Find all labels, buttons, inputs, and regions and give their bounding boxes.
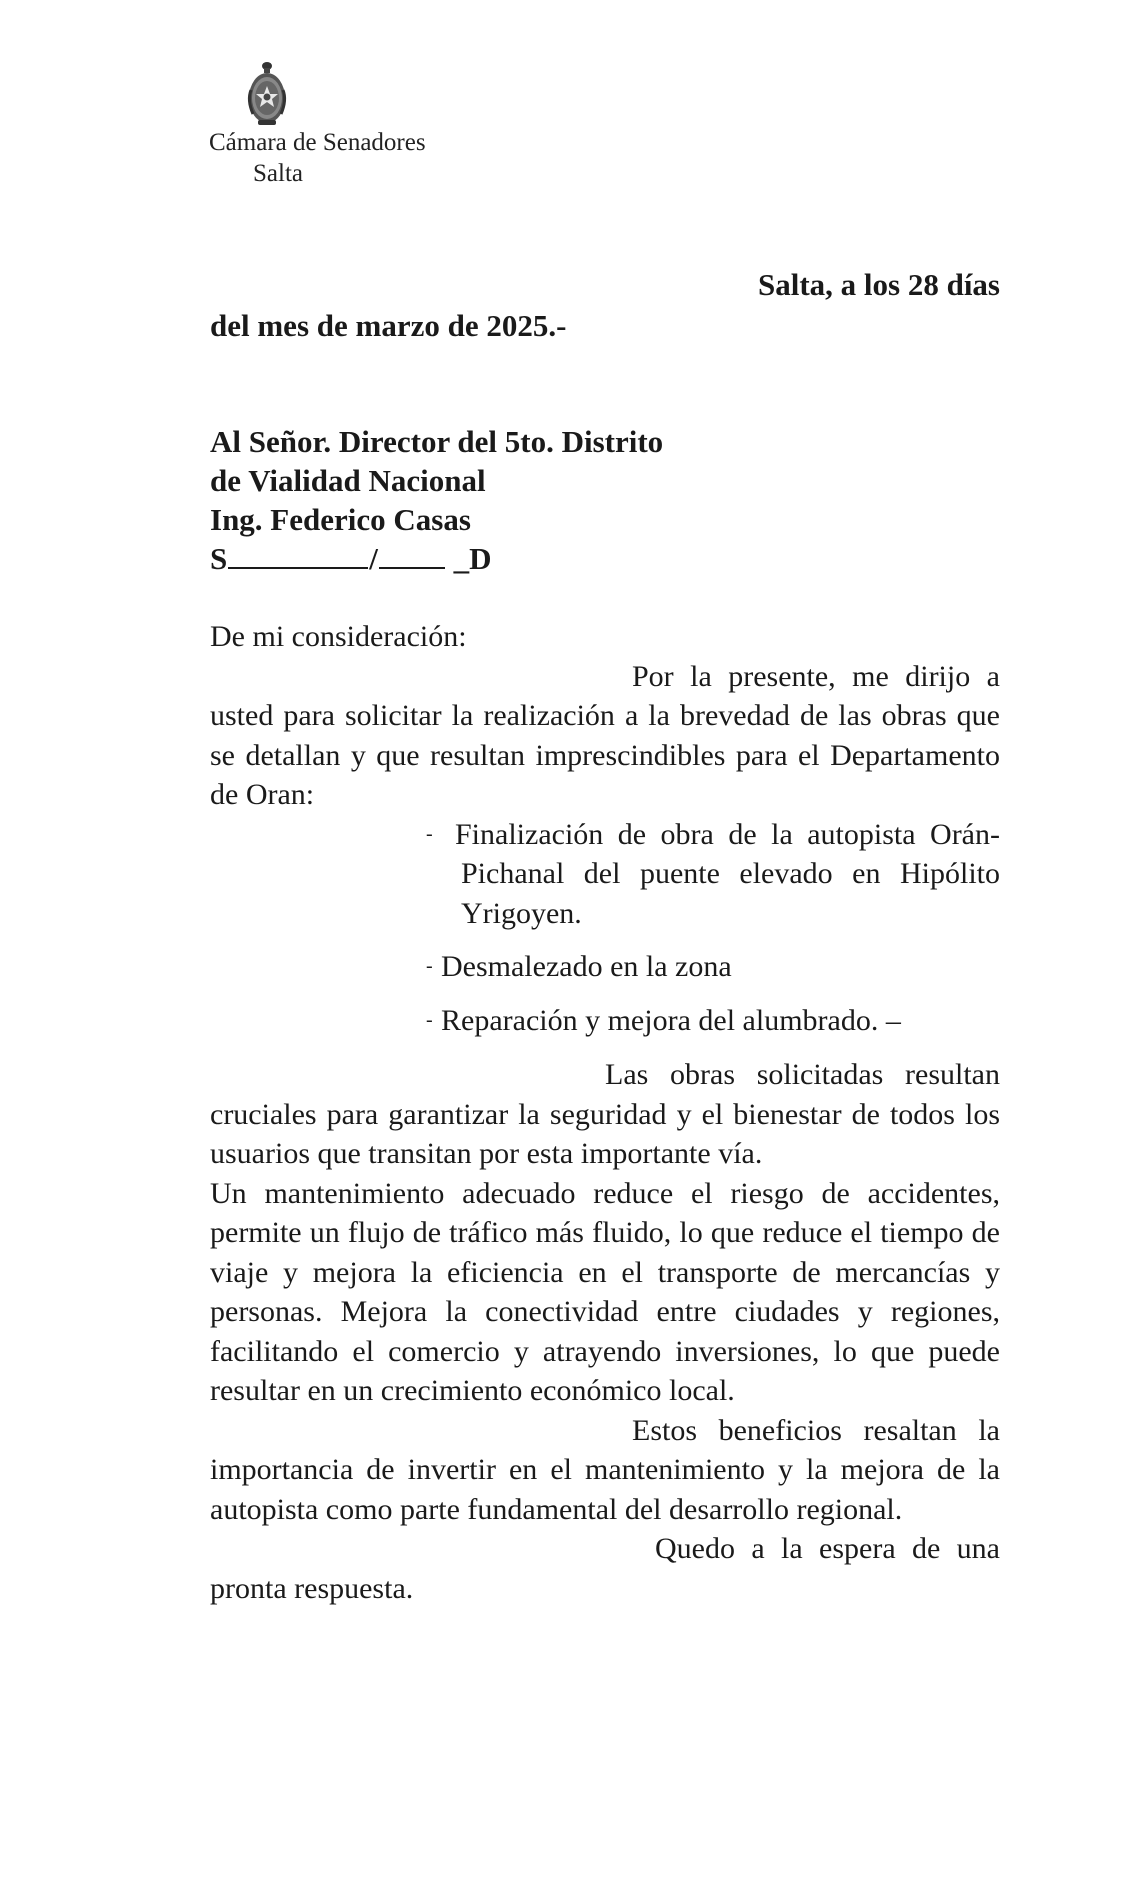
list-item-text: Finalización de obra de la autopista Orán-Pichanal del puente elevado en Hipólito Yrigoyen. — [455, 817, 1000, 930]
date-line-1: Salta, a los 28 días — [757, 267, 1000, 302]
list-item-text: Reparación y mejora del alumbrado. – — [441, 1003, 901, 1037]
sd-slash: / — [369, 541, 378, 576]
sd-d: _D — [453, 541, 492, 576]
sd-underline-1 — [228, 543, 368, 569]
su-despacho-line — [210, 539, 663, 578]
item-marker: - — [426, 822, 433, 845]
list-item — [210, 815, 1000, 934]
recipient-block — [210, 422, 663, 578]
paragraph-intro: Por la presente, me dirijo a usted para solicitar la realización a la brevedad de las obras que se detallan y que resultan imprescindibles para el Departamento de Oran: — [210, 659, 1000, 811]
paragraph-closing: Quedo a la espera de una pronta respuesta. — [210, 1532, 1000, 1605]
date-line-2: del mes de marzo de 2025.- — [210, 308, 567, 343]
item-marker: - — [426, 1008, 433, 1031]
letter-body — [210, 617, 1000, 1608]
list-item — [210, 1001, 1000, 1041]
salutation: De mi consideración: — [210, 620, 467, 653]
institution-city: Salta — [253, 160, 303, 187]
senate-seal-icon — [244, 60, 290, 130]
sd-underline-2 — [379, 543, 445, 569]
sd-s: S — [210, 541, 228, 576]
paragraph-investment: Estos beneficios resaltan la importancia de invertir en el mantenimiento y la mejora de la autopista como parte fundamental del desarrollo regional. — [210, 1413, 1000, 1526]
list-item-text: Desmalezado en la zona — [441, 950, 732, 983]
institution-label: Cámara de Senadores — [209, 129, 426, 156]
paragraph-benefits: Un mantenimiento adecuado reduce el riesgo de accidentes, permite un flujo de tráfico más fluido, lo que reduce el tiempo de viaje y mejora la eficiencia en el transporte de mercancías y personas. Mejora la conectividad entre ciudades y regiones, facilitando el comercio y atrayendo inversiones, lo que puede resultar en un crecimiento económico local. — [210, 1176, 1000, 1407]
paragraph-importance: Las obras solicitadas resultan cruciales para garantizar la seguridad y el bienestar de todos los usuarios que transitan por esta importante vía. — [210, 1058, 1000, 1170]
recipient-line-1: Al Señor. Director del 5to. Distrito — [210, 424, 664, 459]
recipient-line-3: Ing. Federico Casas — [210, 502, 471, 537]
recipient-line-2: de Vialidad Nacional — [210, 463, 486, 498]
institution-name — [209, 127, 426, 189]
list-item — [210, 947, 1000, 987]
requested-works-list — [210, 815, 1000, 1041]
item-marker: - — [426, 955, 433, 977]
